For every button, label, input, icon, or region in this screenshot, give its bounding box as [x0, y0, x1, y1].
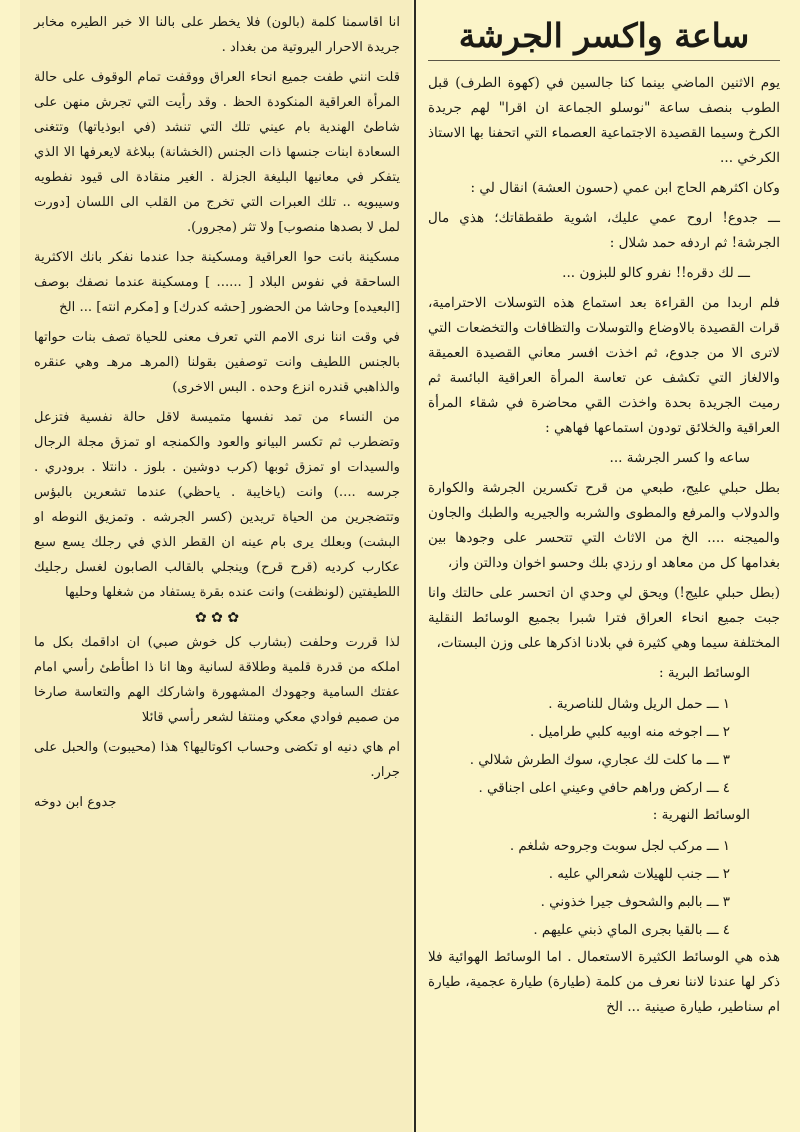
list-item: ٤ ـــ بالقيا بجرى الماي ذبني عليهم .: [533, 922, 730, 938]
author-signature: جدوع ابن دوخه: [34, 795, 117, 810]
list-item: ٣ ـــ بالبم والشحوف جيرا خذوني .: [540, 894, 730, 910]
paragraph: قلت انني طفت جميع انحاء العراق ووقفت تمام الوقوف على حالة المرأة العراقية المنكودة الحظ . وقد رأيت التي تجرش منهن على شاطئ الهندية بام عيني تلك التي تنشد (في ابوذياتها) وتتغنى السعادة ابنات جنسها ذات الجنس (الخشانة) ببلاغة لايعرفها الا الذي يتفكر في معانيها البليغة الجزلة . الغير منقادة الى قيود نفطويه وسيبويه .. تلك العبرات التي تخرج من القلب الى اللسان [دورت لمل لا بصدها منصوب] ولا تثر (مجرور).: [34, 70, 400, 235]
list-item: ٤ ـــ اركض وراهم حافي وعيني اعلى اجناقي .: [478, 780, 730, 796]
article-title: ساعة واكسر الجرشة: [428, 16, 780, 61]
list-item: ١ ـــ حمل الريل وشال للناصرية .: [548, 696, 730, 712]
left-column: [20, 0, 412, 1132]
paragraph: يوم الاثنين الماضي بينما كنا جالسين في (كهوة الطرف) قبل الطوب بنصف ساعة "نوسلو الجماعة ان اقرا" لهم جريدة الكرخ وسيما القصيدة الاجتماعية العصماء التي اتحفنا بها الاستاذ الكرخي ...: [428, 74, 780, 166]
paragraph: (بطل حبلي عليج!) ويحق لي وحدي ان اتحسر على حالتك وانا جبت جميع انحاء العراق فترا شبرا بجميع الوسائط النقلية المختلفة سيما وهي كثيرة في بلادنا اذكرها على وزن البستات،: [428, 584, 780, 651]
paragraph: انا اقاسمنا كلمة (بالون) فلا يخطر على بالنا الا خبر الطيره مخابر جريدة الاحرار اليروتية من بغداد .: [34, 15, 400, 55]
paragraph: بطل حبلي عليج، طبعي من قرح تكسرين الجرشة والكوارة والدولاب والمرفع والمطوى والشربه والجيريه والطبك والجاون والميجنه .... الخ من الاثاث التي تتحسر على وجودها بين بغدامها كل من معاهد او رزدي بلك وحسو اخوان ودالتن واز،: [428, 479, 780, 571]
paragraph: ـــ لك دقره!! نفرو كالو للبزون ...: [562, 264, 750, 281]
list-item: ١ ـــ مركب لجل سوبت وجروحه شلغم .: [509, 838, 730, 854]
list-item: ٢ ـــ اجوخه منه اوبيه كلبي طراميل .: [529, 724, 730, 740]
paragraph: ام هاي دنيه او تكضى وحساب اكوتاليها؟ هذا (محيبوت) والحبل على جرار.: [34, 740, 400, 780]
paragraph: وكان اكثرهم الحاج ابن عمي (حسون العشة) انقال لي :: [470, 179, 780, 196]
paragraph: مسكينة بانت حوا العراقية ومسكينة جدا عندما نفكر بانك الاكثرية الساحقة في نفوس البلاد [ ...... ] ومسكينة عندما نصفك بوصف [البعيده] وحاشا من الحضور [حشه كدرك] و [مكرم انته] ... الخ: [34, 250, 400, 315]
list-item: ٣ ـــ ما كلت لك عجاري، سوك الطرش شلالي .: [469, 752, 730, 768]
paragraph: هذه هي الوسائط الكثيرة الاستعمال . اما الوسائط الهوائية فلا ذكر لها عندنا لاننا نعرف من كلمة (طيارة) طيارة عجمية، طيارة ام سناطير، طيارة صينية ... الخ: [428, 948, 780, 1015]
stars-divider: ✿ ✿ ✿: [194, 610, 240, 626]
right-column: [418, 0, 792, 1132]
column-divider: [414, 0, 416, 1132]
section-heading-land: الوسائط البرية :: [659, 664, 750, 681]
paragraph: ساعه وا كسر الجرشة ...: [609, 449, 750, 466]
paragraph: لذا قررت وحلفت (بشارب كل خوش صبي) ان اداقمك بكل ما املكه من قدرة قلمية وطلاقة لسانية وها انا ذا اطأطئ رأسي امام عفتك السامية وجهودك المشهورة واشاركك الهم والتعاسة صارخا من صميم فوادي معكي ومنتفا لشعر رأسي قائلا: [34, 635, 400, 725]
paragraph: في وقت اننا نرى الامم التي تعرف معنى للحياة تصف بنات حواتها بالجنس اللطيف وانت توصفين بقولنا (المرهـ مرهـ وهي عنقره والذاهبي قندره انزع وحده . البس الاخرى): [34, 330, 400, 395]
paragraph: فلم اربدا من القراءة بعد استماع هذه التوسلات الاحترامية، قرات القصيدة بالاوضاع والتوسلات والتظافات والتخضعات التي لاترى الا من جدوع، ثم اخذت افسر معاني القصيدة العميقة والالغاز التي تكشف عن تعاسة المرأة العراقية البائسة ثم رميت الجريدة بحدة واخذت القي محاضرة في شقاء المرأة العراقية والخلائق تودون استماعها فهاهي :: [428, 294, 780, 436]
signature-row: [34, 790, 400, 816]
list-item: ٢ ـــ جنب للهيلات شعرالي عليه .: [548, 866, 730, 882]
paragraph: من النساء من تمد نفسها متميسة لاقل حالة نفسية فتزعل وتضطرب ثم تكسر البيانو والعود والكمنجه او تمزق مجلة الرجال والسيدات او تمزق ثوبها (كرب دوشين . بلوز . دانتلا . برودري . جرسه ....) وانت (ياخايبة . ياحظي) عندما تشعرين بالبؤس وتتضجرين من الحياة تريدين (كسر الجرشه . وتمزيق النوطه او البشت) وبعلك يرى بام عينه ان القطر الذي في رجلك يسع سبع عكارب كرديه (قرح قرح) وينجلي بالقالب الصابون لغسل رجليك اللطيفتين (لونظفت) وانت عنده بقرة يستفاد من شغلها وحليها: [34, 410, 400, 600]
paragraph: ـــ جدوع! اروح عمي عليك، اشوية طقطقاتك؛ هذي مال الجرشة! ثم اردفه حمد شلال :: [428, 209, 780, 251]
section-heading-river: الوسائط النهرية :: [652, 806, 750, 823]
